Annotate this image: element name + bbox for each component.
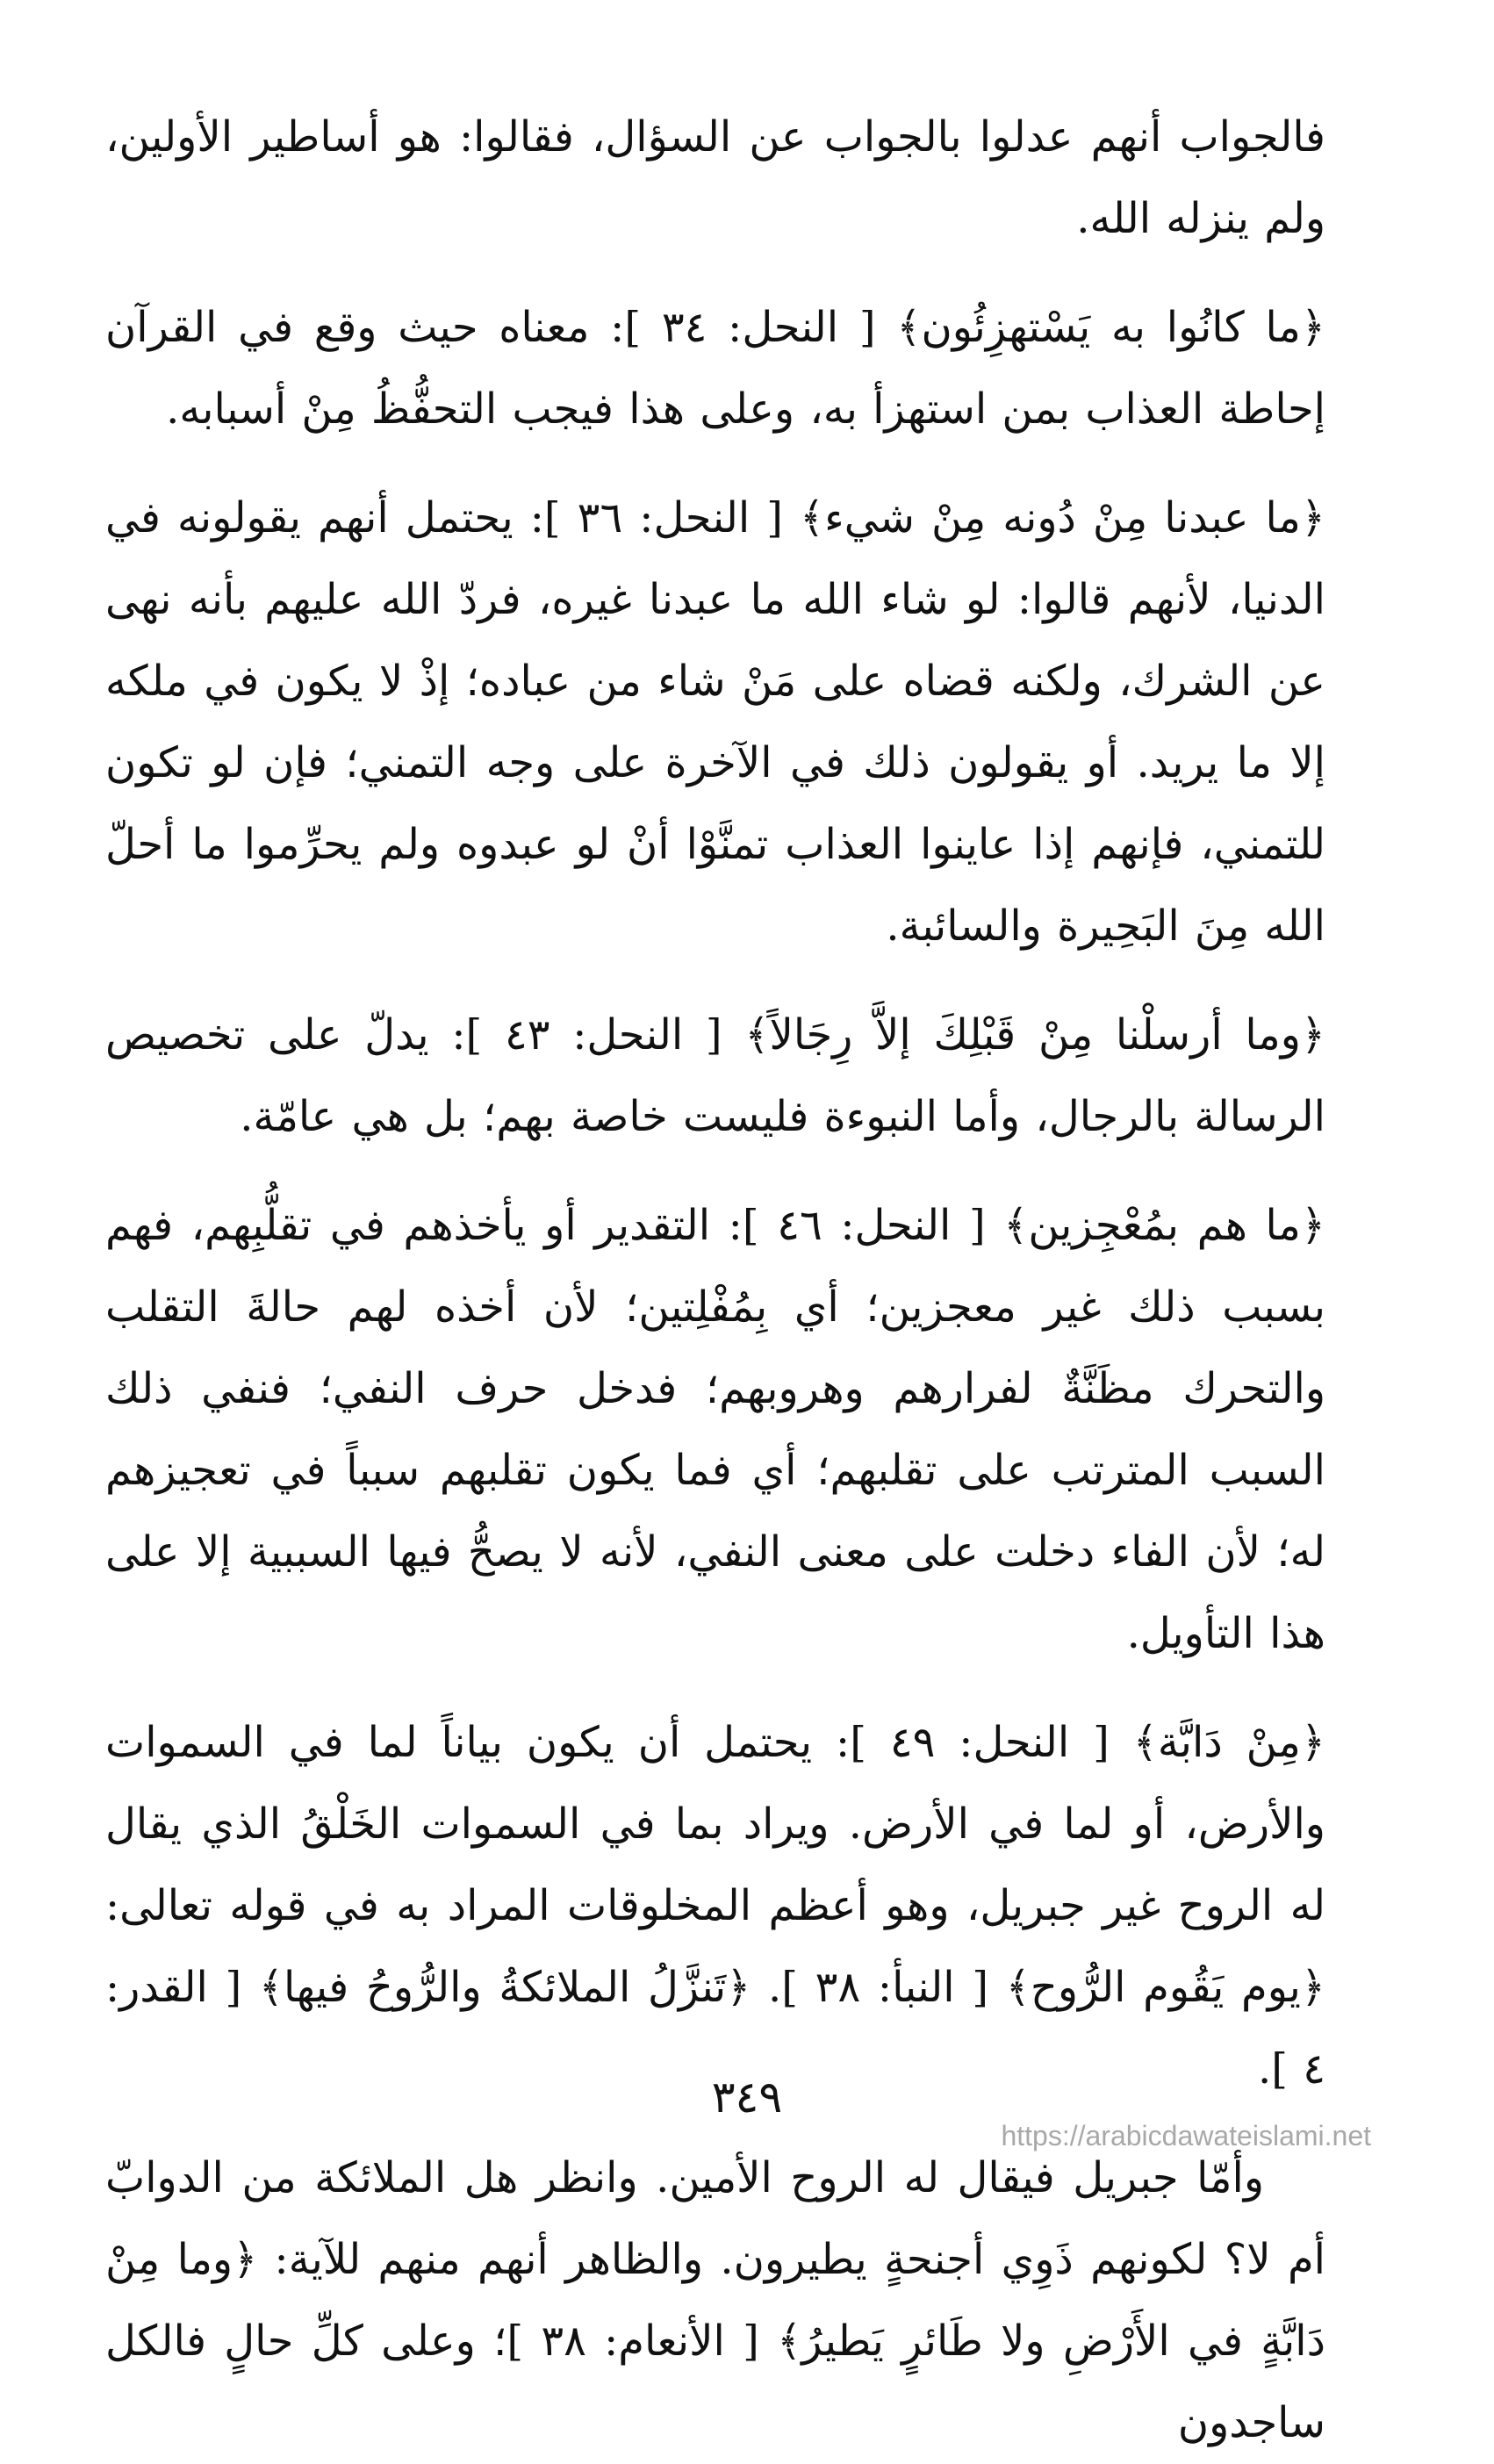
paragraph-verse-43: ﴿وما أرسلْنا مِنْ قَبْلِكَ إلاَّ رِجَالاً﴾ [ النحل: ٤٣ ]: يدلّ على تخصيص الرسالة بالرجال، وأما النبوءة فليست خاصة بهم؛ بل هي عامّة. <box>105 1010 1326 1141</box>
paragraph-verse-34: ﴿ما كانُوا به يَسْتهزِئُون﴾ [ النحل: ٣٤ ]: معناه حيث وقع في القرآن إحاطة العذاب بمن استهزأ به، وعلى هذا فيجب التحفُّظُ مِنْ أسبابه. <box>105 303 1325 434</box>
page-body <box>105 97 1326 2447</box>
page-number: ٣٤٩ <box>711 2072 783 2123</box>
paragraph-jibril: وأمّا جبريل فيقال له الروح الأمين. وانظر هل الملائكة من الدوابّ أم لا؟ لكونهم ذَوِي أجنحةٍ يطيرون. والظاهر أنهم منهم للآية: ﴿وما مِنْ دَابَّةٍ في الأَرْضِ ولا طَائرٍ يَطيرُ﴾ [ الأنعام: ٣٨ ]؛ وعلى كلِّ حالٍ فالكل ساجدون <box>105 2153 1326 2447</box>
watermark-url: https://arabicdawateislami.net <box>1001 2120 1371 2152</box>
paragraph-verse-36: ﴿ما عبدنا مِنْ دُونه مِنْ شيء﴾ [ النحل: ٣٦ ]: يحتمل أنهم يقولونه في الدنيا، لأنهم قالوا: لو شاء الله ما عبدنا غيره، فردّ الله عليهم بأنه نهى عن الشرك، ولكنه قضاه على مَنْ شاء من عباده؛ إذْ لا يكون في ملكه إلا ما يريد. أو يقولون ذلك في الآخرة على وجه التمني؛ فإن لو تكون للتمني، فإنهم إذا عاينوا العذاب تمنَّوْا أنْ لو عبدوه ولم يحرِّموا ما أحلّ الله مِنَ البَحِيرة والسائبة. <box>105 493 1326 951</box>
paragraph-verse-46: ﴿ما هم بمُعْجِزين﴾ [ النحل: ٤٦ ]: التقدير أو يأخذهم في تقلُّبِهم، فهم بسبب ذلك غير معجزين؛ أي بِمُفْلِتين؛ لأن أخذه لهم حالةَ التقلب والتحرك مظَنَّةٌ لفرارهم وهروبهم؛ فدخل حرف النفي؛ فنفي ذلك السبب المترتب على تقلبهم؛ أي فما يكون تقلبهم سبباً في تعجيزهم له؛ لأن الفاء دخلت على معنى النفي، لأنه لا يصحُّ فيها السببية إلا على هذا التأويل. <box>105 1201 1326 1658</box>
paragraph-intro: فالجواب أنهم عدلوا بالجواب عن السؤال، فقالوا: هو أساطير الأولين، ولم ينزله الله. <box>105 112 1325 243</box>
paragraph-verse-49: ﴿مِنْ دَابَّة﴾ [ النحل: ٤٩ ]: يحتمل أن يكون بياناً لما في السموات والأرض، أو لما في الأرض. ويراد بما في السموات الخَلْقُ الذي يقال له الروح غير جبريل، وهو أعظم المخلوقات المراد به في قوله تعالى: ﴿يوم يَقُوم الرُّوح﴾ [ النبأ: ٣٨ ]. ﴿تَنزَّلُ الملائكةُ والرُّوحُ فيها﴾ [ القدر: ٤ ]. <box>105 1718 1325 2094</box>
